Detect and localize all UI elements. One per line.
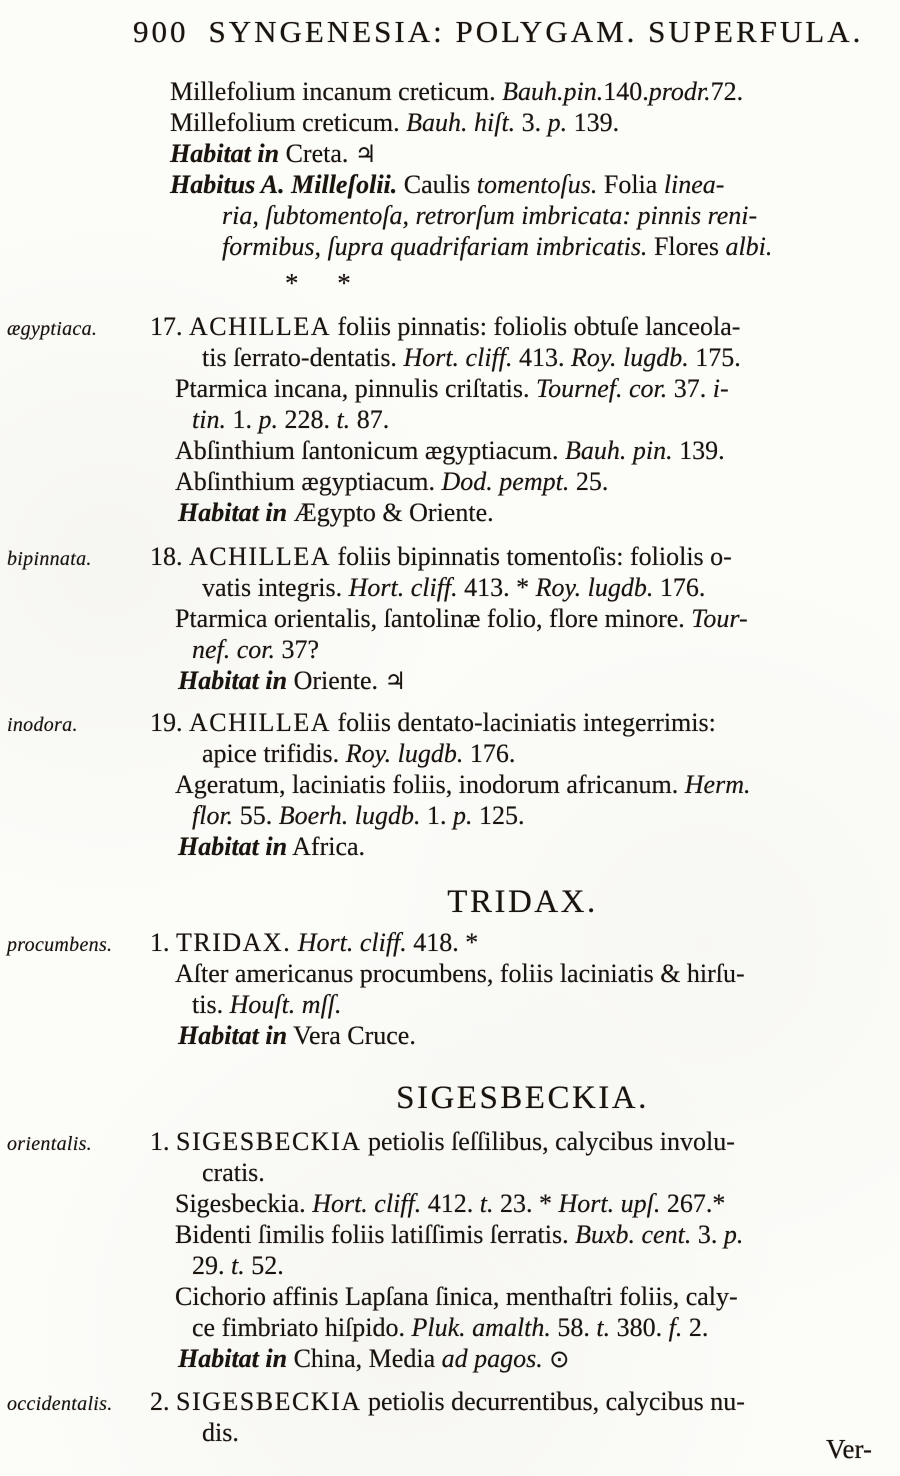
text-segment: t.: [336, 405, 351, 434]
text-segment: tin.: [192, 405, 226, 434]
text-segment: flor.: [192, 801, 234, 830]
text-segment: 52.: [244, 1251, 284, 1280]
text-segment: China, Media: [287, 1344, 442, 1373]
text-segment: Flores: [647, 232, 726, 261]
text-line: [150, 1188, 895, 1219]
text-line: [150, 769, 895, 800]
text-segment: Oriente.: [287, 666, 385, 695]
text-segment: Pluk. amalth.: [411, 1313, 551, 1342]
margin-label: orientalis.: [7, 1133, 92, 1155]
text-segment: 125.: [472, 801, 525, 830]
text-line: [150, 665, 895, 696]
page-number: 900: [133, 14, 189, 49]
text-segment: cratis.: [202, 1158, 265, 1187]
text-segment: tis.: [192, 990, 230, 1019]
text-line: [150, 1386, 895, 1417]
text-segment: ACHILLEA: [189, 542, 331, 571]
text-line: [150, 373, 895, 404]
text-segment: p.: [723, 1220, 744, 1249]
text-line: [150, 76, 895, 107]
text-segment: formibus, ſupra quadrifariam imbricatis.: [222, 232, 648, 261]
paragraph: [150, 76, 895, 262]
text-segment: 29.: [192, 1251, 231, 1280]
text-segment: 418. *: [406, 928, 479, 957]
text-segment: Creta.: [279, 139, 355, 168]
text-segment: Roy. lugdb.: [345, 739, 464, 768]
text-line: [150, 107, 895, 138]
species-entry: [7, 311, 895, 528]
text-segment: Dod. pempt.: [441, 467, 570, 496]
text-line: [150, 1020, 895, 1051]
text-segment: albi.: [725, 232, 773, 261]
text-segment: 37?: [275, 635, 320, 664]
text-line: [150, 1250, 895, 1281]
text-line: [150, 1417, 895, 1448]
text-segment: 25.: [569, 467, 609, 496]
text-segment: 413. *: [457, 573, 536, 602]
text-segment: Roy. lugdb.: [535, 573, 654, 602]
text-segment: 1.: [150, 1127, 176, 1156]
running-title: SYNGENESIA: POLYGAM. SUPERFULA.: [208, 14, 864, 49]
text-segment: f.: [668, 1313, 683, 1342]
text-segment: Hort. cliff.: [403, 343, 513, 372]
text-line: [150, 1219, 895, 1250]
text-segment: Millefolium creticum.: [170, 108, 407, 137]
text-segment: 1.: [150, 928, 176, 957]
text-line: [150, 497, 895, 528]
text-segment: Bauh. pin.: [564, 436, 673, 465]
text-segment: 228.: [277, 405, 337, 434]
text-line: [150, 1281, 895, 1312]
text-segment: linea-: [663, 170, 725, 199]
text-segment: Roy. lugdb.: [571, 343, 689, 372]
text-segment: Habitat in: [178, 1021, 288, 1050]
text-segment: 380.: [610, 1313, 669, 1342]
text-segment: Habitat in: [178, 1344, 288, 1373]
genus-heading: SIGESBECKIA.: [396, 1080, 649, 1116]
text-segment: 139.: [567, 108, 620, 137]
text-segment: 3.: [691, 1220, 724, 1249]
text-segment: SIGESBECKIA: [176, 1127, 362, 1156]
text-segment: ⊙: [549, 1345, 570, 1373]
text-line: [150, 541, 895, 572]
text-segment: ♃: [384, 667, 407, 695]
text-segment: Abſinthium ægyptiacum.: [175, 467, 442, 496]
text-line: [150, 231, 895, 262]
text-line: [150, 1343, 895, 1374]
text-segment: Sigesbeckia.: [175, 1189, 313, 1218]
text-segment: dis.: [202, 1418, 239, 1447]
text-segment: Hort. cliff.: [312, 1189, 422, 1218]
text-line: [150, 634, 895, 665]
text-segment: 19.: [150, 708, 189, 737]
text-line: [150, 1157, 895, 1188]
text-segment: p.: [452, 801, 473, 830]
text-segment: p.: [547, 108, 568, 137]
text-segment: apice trifidis.: [202, 739, 346, 768]
margin-label: procumbens.: [7, 934, 113, 956]
text-segment: t.: [596, 1313, 611, 1342]
text-segment: Africa.: [287, 832, 366, 861]
text-line: [150, 927, 895, 958]
text-segment: i-: [712, 374, 729, 403]
text-segment: Bauh. hiſt.: [406, 108, 516, 137]
margin-label: bipinnata.: [7, 548, 92, 570]
text-segment: Bauh.pin.: [502, 77, 604, 106]
text-line: [150, 311, 895, 342]
text-segment: tomentoſus.: [476, 170, 598, 199]
text-segment: 2.: [682, 1313, 709, 1342]
text-segment: 176.: [463, 739, 516, 768]
text-segment: Ageratum, laciniatis foliis, inodorum africanum.: [175, 770, 685, 799]
text-line: [150, 138, 895, 169]
text-segment: Habitat in: [178, 666, 288, 695]
text-segment: 3.: [515, 108, 548, 137]
text-segment: Hort. cliff.: [348, 573, 458, 602]
text-segment: vatis integris.: [202, 573, 349, 602]
text-line: [150, 435, 895, 466]
text-segment: 72.: [710, 77, 744, 106]
text-line: [150, 466, 895, 497]
text-segment: 1.: [225, 405, 259, 434]
text-segment: Ptarmica orientalis, ſantolinæ folio, flore minore.: [175, 604, 692, 633]
margin-label: inodora.: [7, 714, 78, 736]
text-segment: Vera Cruce.: [287, 1021, 416, 1050]
text-line: [150, 404, 895, 435]
text-line: [150, 200, 895, 231]
text-segment: Habitus A. Milleſolii.: [170, 170, 398, 199]
text-segment: 2.: [150, 1387, 176, 1416]
text-segment: 87.: [350, 405, 390, 434]
text-segment: Millefolium incanum creticum.: [170, 77, 503, 106]
text-segment: tis ſerrato-dentatis.: [202, 343, 404, 372]
text-line: [150, 958, 895, 989]
text-segment: prodr.: [648, 77, 711, 106]
species-entry: [7, 541, 895, 696]
text-line: [150, 603, 895, 634]
text-segment: Abſinthium ſantonicum ægyptiacum.: [175, 436, 565, 465]
genus-heading: TRIDAX.: [447, 884, 598, 920]
species-entry: [7, 1386, 895, 1448]
text-segment: p.: [258, 405, 278, 434]
text-segment: ♃: [354, 140, 377, 168]
text-line: [150, 169, 895, 200]
text-line: [150, 707, 895, 738]
margin-label: ægyptiaca.: [7, 318, 98, 340]
text-segment: Cichorio affinis Lapſana ſinica, menthaſtri foliis, caly-: [175, 1282, 738, 1311]
margin-label: occidentalis.: [7, 1393, 113, 1415]
text-segment: Habitat in: [178, 498, 288, 527]
text-segment: 23. *: [493, 1189, 559, 1218]
text-line: [150, 342, 895, 373]
text-segment: 37.: [667, 374, 713, 403]
text-line: [150, 572, 895, 603]
species-entry: [7, 927, 895, 1051]
text-segment: Boerh. lugdb.: [278, 801, 421, 830]
text-segment: 18.: [150, 542, 189, 571]
text-line: [150, 1312, 895, 1343]
text-segment: Bidenti ſimilis foliis latiſſimis ſerratis.: [175, 1220, 576, 1249]
text-segment: ACHILLEA: [189, 708, 331, 737]
text-segment: t.: [231, 1251, 245, 1280]
text-segment: 55.: [233, 801, 279, 830]
text-segment: Hort. upſ.: [558, 1189, 661, 1218]
text-segment: 413.: [512, 343, 571, 372]
species-entry: [7, 707, 895, 862]
text-segment: t.: [479, 1189, 494, 1218]
text-segment: Buxb. cent.: [575, 1220, 692, 1249]
text-segment: Ptarmica incana, pinnulis criſtatis.: [175, 374, 537, 403]
text-segment: ACHILLEA: [189, 312, 331, 341]
text-line: [150, 738, 895, 769]
text-segment: foliis dentato-laciniatis integerrimis:: [330, 708, 716, 737]
text-segment: 17.: [150, 312, 189, 341]
text-segment: Houſt. mſſ.: [229, 990, 342, 1019]
text-block: [7, 0, 895, 1448]
text-segment: SIGESBECKIA: [176, 1387, 362, 1416]
text-segment: Caulis: [397, 170, 477, 199]
text-segment: 140.: [603, 77, 649, 106]
text-segment: Hort. cliff.: [297, 928, 407, 957]
text-segment: Herm.: [684, 770, 751, 799]
text-segment: Habitat in: [170, 139, 280, 168]
stars-separator: * *: [285, 268, 367, 298]
text-segment: ad pagos.: [441, 1344, 543, 1373]
text-line: [150, 800, 895, 831]
text-segment: TRIDAX.: [176, 928, 292, 957]
text-segment: Tournef. cor.: [536, 374, 668, 403]
catchword: Ver-: [826, 1434, 872, 1464]
text-segment: petiolis ſeſſilibus, calycibus involu-: [361, 1127, 735, 1156]
text-segment: Aſter americanus procumbens, foliis laciniatis & hirſu-: [175, 959, 745, 988]
text-line: [150, 831, 895, 862]
text-segment: Tour-: [691, 604, 748, 633]
text-segment: petiolis decurrentibus, calycibus nu-: [361, 1387, 745, 1416]
text-segment: foliis bipinnatis tomentoſis: foliolis o-: [330, 542, 732, 571]
text-segment: ria, ſubtomentoſa, retrorſum imbricata: pinnis reni-: [222, 201, 758, 230]
species-entry: [7, 1126, 895, 1374]
text-segment: Habitat in: [178, 832, 288, 861]
text-segment: foliis pinnatis: foliolis obtuſe lanceola-: [330, 312, 741, 341]
text-segment: 267.*: [660, 1189, 726, 1218]
text-segment: 58.: [550, 1313, 597, 1342]
text-segment: 176.: [653, 573, 706, 602]
text-segment: 412.: [421, 1189, 480, 1218]
text-line: [150, 989, 895, 1020]
text-segment: Ægypto & Oriente.: [287, 498, 494, 527]
text-segment: 175.: [688, 343, 741, 372]
text-segment: Folia: [597, 170, 664, 199]
text-segment: 139.: [672, 436, 725, 465]
text-line: [150, 1126, 895, 1157]
text-segment: nef. cor.: [192, 635, 276, 664]
text-segment: ce fimbriato hiſpido.: [192, 1313, 412, 1342]
text-segment: 1.: [420, 801, 453, 830]
